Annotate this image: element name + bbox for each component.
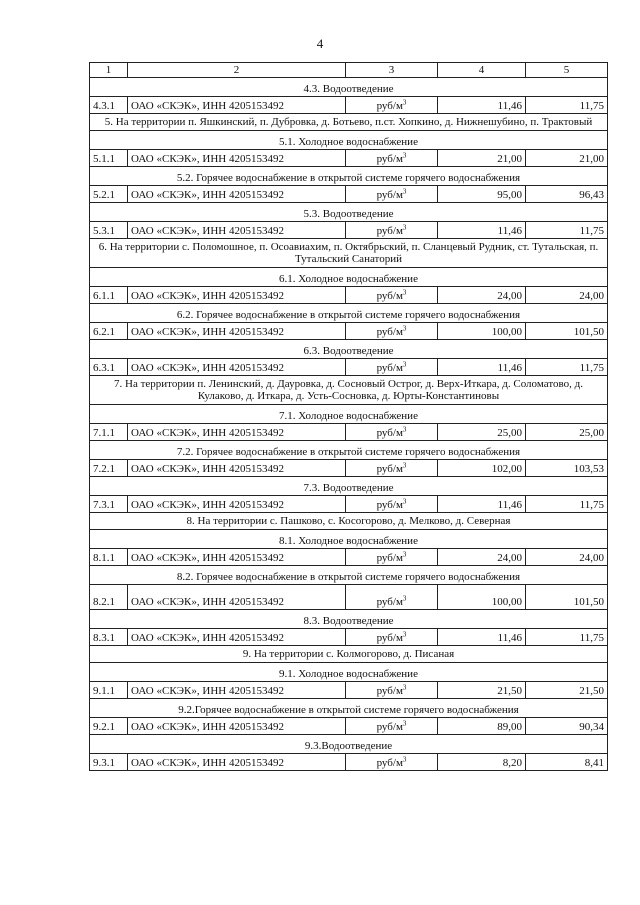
unit-exponent: 3 bbox=[402, 719, 407, 728]
tariff-value-period-2: 90,34 bbox=[526, 718, 608, 735]
unit-exponent: 3 bbox=[402, 497, 407, 506]
tariff-value-period-1: 11,46 bbox=[438, 222, 526, 239]
unit-label: руб/м bbox=[376, 290, 403, 302]
tariff-value-period-1: 102,00 bbox=[438, 460, 526, 477]
unit-label: руб/м bbox=[376, 685, 403, 697]
organization-name: ОАО «СКЭК», ИНН 4205153492 bbox=[128, 629, 346, 646]
service-heading: 7.2. Горячее водоснабжение в открытой системе горячего водоснабжения bbox=[90, 441, 608, 460]
unit-label: руб/м bbox=[376, 499, 403, 511]
unit-exponent: 3 bbox=[402, 683, 407, 692]
tariff-value-period-2: 11,75 bbox=[526, 629, 608, 646]
organization-name: ОАО «СКЭК», ИНН 4205153492 bbox=[128, 323, 346, 340]
service-section-row bbox=[90, 131, 608, 150]
tariff-table bbox=[89, 62, 608, 771]
tariff-row bbox=[90, 585, 608, 610]
unit-exponent: 3 bbox=[402, 461, 407, 470]
tariff-unit bbox=[346, 222, 438, 239]
tariff-value-period-1: 100,00 bbox=[438, 323, 526, 340]
unit-label: руб/м bbox=[376, 596, 403, 608]
tariff-row bbox=[90, 718, 608, 735]
service-section-row bbox=[90, 530, 608, 549]
page-number: 4 bbox=[316, 36, 324, 51]
tariff-unit bbox=[346, 323, 438, 340]
unit-exponent: 3 bbox=[402, 324, 407, 333]
tariff-unit bbox=[346, 186, 438, 203]
tariff-value-period-2: 24,00 bbox=[526, 549, 608, 566]
service-section-row bbox=[90, 167, 608, 186]
service-heading: 8.2. Горячее водоснабжение в открытой системе горячего водоснабжения bbox=[90, 566, 608, 585]
service-section-row bbox=[90, 304, 608, 323]
unit-label: руб/м bbox=[376, 757, 403, 769]
unit-label: руб/м bbox=[376, 326, 403, 338]
organization-name: ОАО «СКЭК», ИНН 4205153492 bbox=[128, 460, 346, 477]
unit-exponent: 3 bbox=[402, 360, 407, 369]
tariff-value-period-1: 11,46 bbox=[438, 629, 526, 646]
unit-label: руб/м bbox=[376, 153, 403, 165]
organization-name: ОАО «СКЭК», ИНН 4205153492 bbox=[128, 754, 346, 771]
organization-name: ОАО «СКЭК», ИНН 4205153492 bbox=[128, 287, 346, 304]
tariff-value-period-1: 11,46 bbox=[438, 496, 526, 513]
tariff-value-period-1: 25,00 bbox=[438, 424, 526, 441]
tariff-value-period-2: 11,75 bbox=[526, 97, 608, 114]
territory-row bbox=[90, 239, 608, 268]
row-number: 9.3.1 bbox=[90, 754, 128, 771]
territory-heading: 7. На территории п. Ленинский, д. Дауровка, д. Сосновый Острог, д. Верх-Иткара, д. Соломатово, д. Кулаково, д. Иткара, д. Усть-Сосновка, д. Юрты-Константиновы bbox=[90, 376, 608, 405]
tariff-value-period-2: 101,50 bbox=[526, 323, 608, 340]
territory-row bbox=[90, 646, 608, 663]
territory-heading: 6. На территории с. Поломошное, п. Осоавиахим, п. Октябрьский, п. Сланцевый Рудник, ст. Тутальская, п. Тутальский Санаторий bbox=[90, 239, 608, 268]
service-heading: 9.3.Водоотведение bbox=[90, 735, 608, 754]
territory-row bbox=[90, 513, 608, 530]
tariff-unit bbox=[346, 718, 438, 735]
service-heading: 7.3. Водоотведение bbox=[90, 477, 608, 496]
unit-exponent: 3 bbox=[402, 630, 407, 639]
organization-name: ОАО «СКЭК», ИНН 4205153492 bbox=[128, 682, 346, 699]
row-number: 9.2.1 bbox=[90, 718, 128, 735]
tariff-unit bbox=[346, 754, 438, 771]
tariff-value-period-1: 24,00 bbox=[438, 287, 526, 304]
organization-name: ОАО «СКЭК», ИНН 4205153492 bbox=[128, 424, 346, 441]
unit-label: руб/м bbox=[376, 632, 403, 644]
service-heading: 5.2. Горячее водоснабжение в открытой системе горячего водоснабжения bbox=[90, 167, 608, 186]
service-section-row bbox=[90, 441, 608, 460]
tariff-value-period-2: 103,53 bbox=[526, 460, 608, 477]
organization-name: ОАО «СКЭК», ИНН 4205153492 bbox=[128, 150, 346, 167]
territory-heading: 5. На территории п. Яшкинский, п. Дубровка, д. Ботьево, п.ст. Хопкино, д. Нижнешубино, п. Трактовый bbox=[90, 114, 608, 131]
tariff-row bbox=[90, 682, 608, 699]
tariff-value-period-1: 21,50 bbox=[438, 682, 526, 699]
header-cell: 2 bbox=[128, 63, 346, 78]
tariff-row bbox=[90, 287, 608, 304]
row-number: 7.3.1 bbox=[90, 496, 128, 513]
row-number: 8.2.1 bbox=[90, 585, 128, 610]
row-number: 9.1.1 bbox=[90, 682, 128, 699]
tariff-value-period-2: 11,75 bbox=[526, 496, 608, 513]
row-number: 8.1.1 bbox=[90, 549, 128, 566]
tariff-row bbox=[90, 424, 608, 441]
service-section-row bbox=[90, 477, 608, 496]
tariff-value-period-2: 21,00 bbox=[526, 150, 608, 167]
tariff-unit bbox=[346, 359, 438, 376]
tariff-row bbox=[90, 460, 608, 477]
tariff-row bbox=[90, 629, 608, 646]
service-heading: 9.1. Холодное водоснабжение bbox=[90, 663, 608, 682]
tariff-row bbox=[90, 754, 608, 771]
unit-label: руб/м bbox=[376, 189, 403, 201]
header-cell: 3 bbox=[346, 63, 438, 78]
organization-name: ОАО «СКЭК», ИНН 4205153492 bbox=[128, 186, 346, 203]
tariff-row bbox=[90, 323, 608, 340]
organization-name: ОАО «СКЭК», ИНН 4205153492 bbox=[128, 718, 346, 735]
tariff-value-period-2: 8,41 bbox=[526, 754, 608, 771]
unit-label: руб/м bbox=[376, 225, 403, 237]
organization-name: ОАО «СКЭК», ИНН 4205153492 bbox=[128, 97, 346, 114]
row-number: 4.3.1 bbox=[90, 97, 128, 114]
territory-heading: 9. На территории с. Колмогорово, д. Писаная bbox=[90, 646, 608, 663]
unit-exponent: 3 bbox=[402, 550, 407, 559]
tariff-row bbox=[90, 222, 608, 239]
tariff-value-period-1: 95,00 bbox=[438, 186, 526, 203]
unit-exponent: 3 bbox=[402, 755, 407, 764]
unit-exponent: 3 bbox=[402, 594, 407, 603]
row-number: 6.2.1 bbox=[90, 323, 128, 340]
tariff-unit bbox=[346, 496, 438, 513]
unit-label: руб/м bbox=[376, 463, 403, 475]
territory-heading: 8. На территории с. Пашково, с. Косогорово, д. Мелково, д. Северная bbox=[90, 513, 608, 530]
service-section-row bbox=[90, 78, 608, 97]
tariff-table-body bbox=[90, 63, 608, 771]
tariff-unit bbox=[346, 287, 438, 304]
unit-exponent: 3 bbox=[402, 98, 407, 107]
service-section-row bbox=[90, 566, 608, 585]
service-section-row bbox=[90, 340, 608, 359]
service-section-row bbox=[90, 405, 608, 424]
row-number: 5.3.1 bbox=[90, 222, 128, 239]
service-heading: 6.3. Водоотведение bbox=[90, 340, 608, 359]
row-number: 5.1.1 bbox=[90, 150, 128, 167]
service-section-row bbox=[90, 203, 608, 222]
unit-label: руб/м bbox=[376, 427, 403, 439]
unit-exponent: 3 bbox=[402, 187, 407, 196]
service-heading: 6.2. Горячее водоснабжение в открытой системе горячего водоснабжения bbox=[90, 304, 608, 323]
service-heading: 7.1. Холодное водоснабжение bbox=[90, 405, 608, 424]
row-number: 5.2.1 bbox=[90, 186, 128, 203]
tariff-value-period-1: 100,00 bbox=[438, 585, 526, 610]
tariff-value-period-1: 21,00 bbox=[438, 150, 526, 167]
tariff-value-period-1: 11,46 bbox=[438, 359, 526, 376]
service-heading: 8.1. Холодное водоснабжение bbox=[90, 530, 608, 549]
tariff-value-period-1: 89,00 bbox=[438, 718, 526, 735]
tariff-row bbox=[90, 150, 608, 167]
service-heading: 5.3. Водоотведение bbox=[90, 203, 608, 222]
organization-name: ОАО «СКЭК», ИНН 4205153492 bbox=[128, 222, 346, 239]
tariff-unit bbox=[346, 97, 438, 114]
organization-name: ОАО «СКЭК», ИНН 4205153492 bbox=[128, 496, 346, 513]
tariff-unit bbox=[346, 549, 438, 566]
row-number: 6.3.1 bbox=[90, 359, 128, 376]
organization-name: ОАО «СКЭК», ИНН 4205153492 bbox=[128, 549, 346, 566]
service-section-row bbox=[90, 268, 608, 287]
tariff-row bbox=[90, 496, 608, 513]
tariff-value-period-2: 96,43 bbox=[526, 186, 608, 203]
territory-row bbox=[90, 114, 608, 131]
header-cell: 4 bbox=[438, 63, 526, 78]
tariff-row bbox=[90, 359, 608, 376]
unit-exponent: 3 bbox=[402, 223, 407, 232]
unit-label: руб/м bbox=[376, 100, 403, 112]
unit-exponent: 3 bbox=[402, 425, 407, 434]
service-heading: 5.1. Холодное водоснабжение bbox=[90, 131, 608, 150]
tariff-value-period-1: 24,00 bbox=[438, 549, 526, 566]
service-heading: 9.2.Горячее водоснабжение в открытой системе горячего водоснабжения bbox=[90, 699, 608, 718]
tariff-value-period-2: 11,75 bbox=[526, 222, 608, 239]
tariff-value-period-1: 8,20 bbox=[438, 754, 526, 771]
unit-label: руб/м bbox=[376, 552, 403, 564]
header-cell: 1 bbox=[90, 63, 128, 78]
territory-row bbox=[90, 376, 608, 405]
row-number: 6.1.1 bbox=[90, 287, 128, 304]
unit-label: руб/м bbox=[376, 362, 403, 374]
tariff-unit bbox=[346, 585, 438, 610]
tariff-value-period-1: 11,46 bbox=[438, 97, 526, 114]
tariff-unit bbox=[346, 150, 438, 167]
tariff-value-period-2: 25,00 bbox=[526, 424, 608, 441]
organization-name: ОАО «СКЭК», ИНН 4205153492 bbox=[128, 359, 346, 376]
unit-label: руб/м bbox=[376, 721, 403, 733]
service-section-row bbox=[90, 699, 608, 718]
service-heading: 8.3. Водоотведение bbox=[90, 610, 608, 629]
service-section-row bbox=[90, 735, 608, 754]
row-number: 8.3.1 bbox=[90, 629, 128, 646]
service-heading: 4.3. Водоотведение bbox=[90, 78, 608, 97]
row-number: 7.1.1 bbox=[90, 424, 128, 441]
tariff-unit bbox=[346, 682, 438, 699]
tariff-row bbox=[90, 186, 608, 203]
tariff-value-period-2: 11,75 bbox=[526, 359, 608, 376]
tariff-unit bbox=[346, 460, 438, 477]
service-section-row bbox=[90, 663, 608, 682]
organization-name: ОАО «СКЭК», ИНН 4205153492 bbox=[128, 585, 346, 610]
row-number: 7.2.1 bbox=[90, 460, 128, 477]
tariff-value-period-2: 101,50 bbox=[526, 585, 608, 610]
tariff-unit bbox=[346, 424, 438, 441]
service-section-row bbox=[90, 610, 608, 629]
service-heading: 6.1. Холодное водоснабжение bbox=[90, 268, 608, 287]
header-row bbox=[90, 63, 608, 78]
tariff-value-period-2: 24,00 bbox=[526, 287, 608, 304]
header-cell: 5 bbox=[526, 63, 608, 78]
unit-exponent: 3 bbox=[402, 151, 407, 160]
tariff-row bbox=[90, 549, 608, 566]
tariff-unit bbox=[346, 629, 438, 646]
tariff-row bbox=[90, 97, 608, 114]
unit-exponent: 3 bbox=[402, 288, 407, 297]
tariff-value-period-2: 21,50 bbox=[526, 682, 608, 699]
